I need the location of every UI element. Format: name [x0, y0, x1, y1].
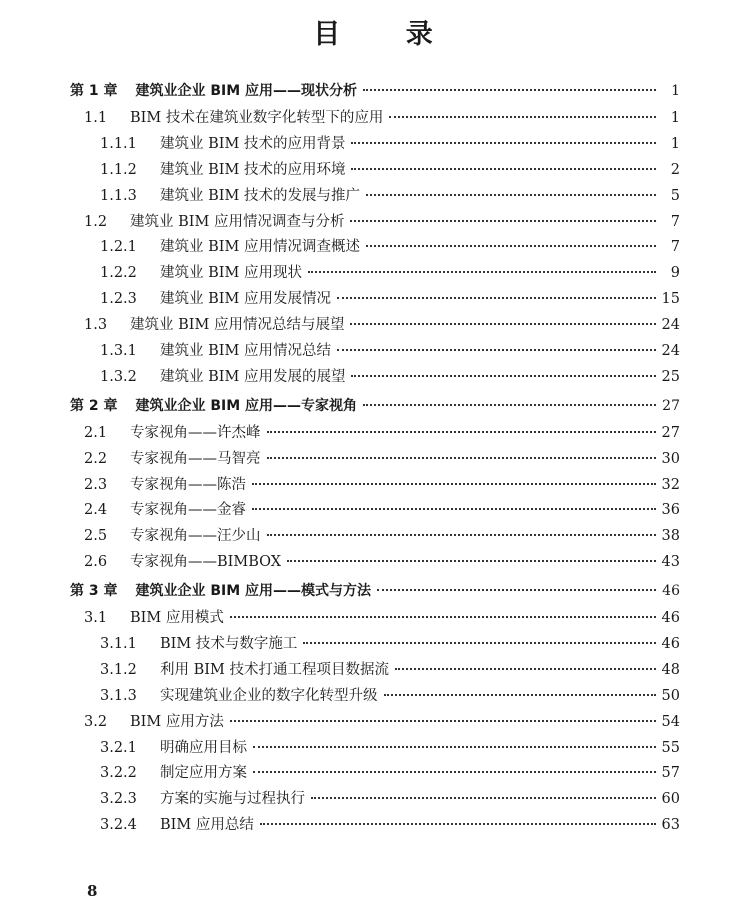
entry-number: 2.3: [84, 476, 108, 493]
entry-title: 建筑业 BIM 应用情况调查概述: [160, 239, 360, 256]
toc-section-entry: [84, 473, 680, 497]
entry-number: 1.3.1: [100, 343, 137, 359]
entry-number: 3.2.2: [100, 765, 137, 782]
entry-title: BIM 应用总结: [160, 817, 254, 834]
dot-leader: [366, 194, 656, 196]
entry-title: 实现建筑业企业的数字化转型升级: [160, 687, 378, 704]
page-title: 目 录: [313, 19, 461, 50]
toc-subsection-entry: [100, 736, 680, 760]
entry-number: 2.5: [84, 528, 108, 545]
entry-number: 1.1: [84, 109, 108, 126]
entry-number: 3.2.3: [100, 791, 137, 808]
toc-subsection-entry: [100, 813, 680, 837]
entry-title: 方案的实施与过程执行: [160, 791, 305, 808]
entry-title: 建筑业 BIM 应用情况总结与展望: [130, 317, 345, 334]
entry-title: BIM 技术与数字施工: [160, 635, 298, 652]
entry-page-number: 5: [670, 187, 680, 204]
toc-subsection-entry: [100, 261, 680, 285]
dot-leader: [351, 375, 655, 377]
toc-section-entry: [84, 710, 680, 734]
entry-page-number: 63: [661, 817, 680, 834]
entry-number: 1.1.3: [100, 187, 137, 204]
dot-leader: [389, 116, 656, 118]
toc-section-entry: [84, 606, 680, 630]
dot-leader: [253, 771, 656, 773]
entry-title: 专家视角——陈浩: [130, 476, 246, 493]
dot-leader: [384, 694, 656, 696]
entry-title: 制定应用方案: [160, 765, 247, 782]
dot-leader: [308, 271, 656, 273]
entry-page-number: 54: [661, 713, 680, 730]
entry-title: 建筑业 BIM 技术的发展与推广: [160, 187, 360, 204]
toc-subsection-entry: [100, 658, 680, 682]
entry-page-number: 48: [661, 661, 680, 678]
toc-subsection-entry: [100, 761, 680, 785]
dot-leader: [377, 589, 656, 591]
dot-leader: [267, 431, 656, 433]
entry-page-number: 24: [661, 343, 680, 359]
dot-leader: [337, 349, 656, 351]
toc-subsection-entry: [100, 287, 680, 311]
entry-page-number: 43: [661, 554, 680, 571]
entry-title: 专家视角——金睿: [130, 502, 246, 519]
dot-leader: [267, 457, 656, 459]
toc-subsection-entry: [100, 184, 680, 208]
entry-number: 3.2.1: [100, 739, 137, 756]
toc-subsection-entry: [100, 339, 680, 363]
toc-subsection-entry: [100, 787, 680, 811]
entry-title: 专家视角——马智亮: [130, 450, 261, 467]
dot-leader: [260, 823, 656, 825]
toc-section-entry: [84, 421, 680, 445]
entry-number: 1.2.1: [100, 239, 137, 256]
entry-number: 1.3.2: [100, 368, 137, 385]
dot-leader: [287, 560, 655, 562]
entry-page-number: 55: [661, 739, 680, 756]
entry-page-number: 1: [671, 83, 680, 99]
dot-leader: [267, 534, 656, 536]
toc-chapter-entry: [70, 80, 680, 104]
entry-title: 建筑业 BIM 应用情况调查与分析: [130, 213, 345, 230]
entry-page-number: 2: [670, 161, 680, 178]
entry-page-number: 25: [661, 368, 680, 385]
entry-number: 3.2: [84, 713, 108, 730]
entry-title: 利用 BIM 技术打通工程项目数据流: [160, 661, 389, 678]
entry-page-number: 36: [661, 502, 680, 519]
entry-number: 2.4: [84, 502, 108, 519]
entry-page-number: 7: [670, 213, 680, 230]
toc-section-entry: [84, 524, 680, 548]
entry-number: 3.1.2: [100, 661, 137, 678]
dot-leader: [252, 508, 656, 510]
dot-leader: [337, 297, 656, 299]
entry-page-number: 46: [661, 635, 680, 652]
toc-section-entry: [84, 498, 680, 522]
entry-title: 明确应用目标: [160, 739, 247, 756]
entry-title: 建筑业 BIM 技术的应用背景: [160, 135, 346, 152]
entry-page-number: 46: [661, 610, 680, 626]
entry-page-number: 50: [661, 687, 680, 704]
dot-leader: [253, 746, 656, 748]
entry-number: 1.2: [84, 213, 108, 230]
entry-page-number: 30: [661, 450, 680, 467]
entry-number: 第 3 章: [70, 583, 118, 600]
entry-title: 建筑业 BIM 应用发展的展望: [160, 368, 346, 385]
toc-subsection-entry: [100, 632, 680, 656]
entry-page-number: 1: [670, 109, 680, 126]
dot-leader: [363, 89, 656, 91]
dot-leader: [230, 720, 656, 722]
entry-number: 1.1.2: [100, 161, 137, 178]
entry-title: 专家视角——汪少山: [130, 528, 261, 545]
dot-leader: [230, 616, 656, 618]
toc-chapter-entry: [70, 580, 680, 604]
entry-title: 建筑业 BIM 技术的应用环境: [160, 161, 346, 178]
dot-leader: [350, 220, 656, 222]
entry-title: 建筑业 BIM 应用现状: [160, 265, 302, 282]
entry-title: BIM 应用模式: [130, 610, 224, 626]
entry-number: 3.1.3: [100, 687, 137, 704]
dot-leader: [395, 668, 656, 670]
entry-page-number: 27: [661, 424, 680, 441]
entry-page-number: 24: [661, 317, 680, 334]
toc-subsection-entry: [100, 365, 680, 389]
entry-page-number: 46: [662, 583, 680, 600]
entry-page-number: 1: [670, 135, 680, 152]
dot-leader: [351, 168, 656, 170]
toc-section-entry: [84, 313, 680, 337]
entry-number: 2.2: [84, 450, 108, 467]
entry-title: 专家视角——BIMBOX: [130, 554, 282, 571]
entry-page-number: 60: [661, 791, 680, 808]
entry-title: BIM 应用方法: [130, 713, 224, 730]
dot-leader: [350, 323, 655, 325]
entry-number: 1.1.1: [100, 135, 137, 152]
entry-title: 建筑业 BIM 应用情况总结: [160, 343, 331, 359]
entry-title: 建筑业企业 BIM 应用——专家视角: [135, 397, 358, 414]
entry-number: 第 1 章: [70, 83, 118, 99]
entry-number: 1.2.3: [100, 291, 137, 308]
entry-page-number: 38: [661, 528, 680, 545]
entry-title: 专家视角——许杰峰: [130, 424, 261, 441]
entry-title: 建筑业企业 BIM 应用——模式与方法: [135, 583, 372, 600]
dot-leader: [252, 483, 656, 485]
entry-number: 第 2 章: [70, 397, 118, 414]
dot-leader: [351, 142, 656, 144]
entry-number: 2.1: [84, 424, 108, 441]
entry-title: 建筑业 BIM 应用发展情况: [160, 291, 331, 308]
entry-page-number: 32: [661, 476, 680, 493]
entry-page-number: 57: [661, 765, 680, 782]
entry-page-number: 9: [670, 265, 680, 282]
toc-subsection-entry: [100, 132, 680, 156]
dot-leader: [311, 797, 656, 799]
dot-leader: [366, 245, 656, 247]
entry-number: 3.2.4: [100, 817, 137, 834]
toc-subsection-entry: [100, 235, 680, 259]
entry-number: 1.3: [84, 317, 108, 334]
toc-section-entry: [84, 210, 680, 234]
entry-number: 3.1.1: [100, 635, 137, 652]
entry-page-number: 7: [670, 239, 680, 256]
entry-number: 3.1: [84, 610, 108, 626]
entry-page-number: 27: [662, 397, 680, 414]
toc-subsection-entry: [100, 684, 680, 708]
toc-section-entry: [84, 447, 680, 471]
toc-chapter-entry: [70, 395, 680, 419]
page-number: 8: [87, 882, 98, 900]
dot-leader: [303, 642, 655, 644]
entry-title: 建筑业企业 BIM 应用——现状分析: [135, 83, 358, 99]
entry-page-number: 15: [661, 291, 680, 308]
toc-subsection-entry: [100, 158, 680, 182]
entry-number: 1.2.2: [100, 265, 137, 282]
toc-section-entry: [84, 550, 680, 574]
entry-number: 2.6: [84, 554, 108, 571]
dot-leader: [363, 404, 656, 406]
toc-section-entry: [84, 106, 680, 130]
entry-title: BIM 技术在建筑业数字化转型下的应用: [130, 109, 384, 126]
